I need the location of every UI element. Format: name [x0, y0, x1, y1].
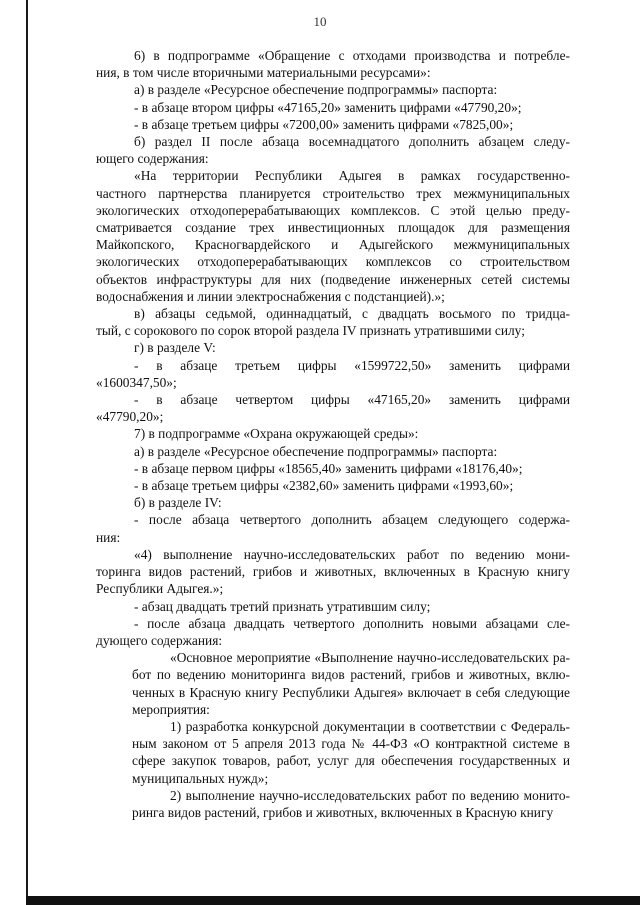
text-line: «На территории Республики Адыгея в рамках государственно- [134, 168, 570, 184]
text-line: ринга видов растений, грибов и животных, включенных в Красную книгу [132, 804, 554, 820]
text-line: б) в разделе IV: [134, 495, 222, 511]
paragraph-p3 [96, 99, 570, 116]
text-line: «4) выполнение научно-исследовательских работ по ведению мони- [134, 546, 570, 562]
paragraph-p6 [96, 167, 570, 305]
paragraph-p12 [96, 443, 570, 460]
paragraph-p4 [96, 116, 570, 133]
paragraph-p19 [96, 615, 570, 649]
text-line: торинга видов растений, грибов и животных, включенных в Красную книгу [96, 564, 570, 580]
paragraph-p11 [96, 425, 570, 442]
text-line: ченных в Красную книгу Республики Адыгея» включает в себя следующие [132, 684, 570, 700]
paragraph-p14 [96, 477, 570, 494]
text-line: бот по ведению мониторинга видов растений, грибов и животных, вклю- [132, 667, 570, 683]
text-line: «Основное мероприятие «Выполнение научно-исследовательских ра- [170, 650, 570, 666]
text-line: а) в разделе «Ресурсное обеспечение подпрограммы» паспорта: [134, 82, 498, 98]
text-line: - в абзаце третьем цифры «1599722,50» заменить цифрами [134, 357, 570, 373]
paragraph-p20 [96, 649, 570, 718]
text-line: - после абзаца четвертого дополнить абзацем следующего содержа- [134, 512, 570, 528]
paragraph-p21 [96, 718, 570, 787]
text-line: частного партнерства планируется строительство трех межмуниципальных [96, 185, 570, 201]
text-line: экологических отходоперерабатывающих комплексов. С этой целью преду- [96, 202, 570, 218]
text-line: - в абзаце первом цифры «18565,40» заменить цифрами «18176,40»; [134, 460, 523, 476]
scan-border-bottom [26, 896, 640, 905]
paragraph-p16 [96, 511, 570, 545]
text-line: дующего содержания: [96, 632, 223, 648]
text-line: - после абзаца двадцать четвертого дополнить новыми абзацами сле- [134, 615, 570, 631]
text-line: а) в разделе «Ресурсное обеспечение подпрограммы» паспорта: [134, 443, 498, 459]
page-number: 10 [313, 14, 327, 29]
text-line: 1) разработка конкурсной документации в соответствии с Федераль- [170, 718, 570, 734]
text-line: сфере закупок товаров, работ, услуг для обеспечения государственных и [132, 753, 570, 769]
paragraph-p5 [96, 133, 570, 167]
text-line: мероприятия: [132, 701, 210, 717]
text-line: б) раздел II после абзаца восемнадцатого дополнить абзацем следу- [134, 134, 570, 150]
text-line: муниципальных нужд»; [132, 770, 269, 786]
text-line: г) в разделе V: [134, 340, 216, 356]
paragraph-p1 [96, 47, 570, 81]
text-line: в) абзацы седьмой, одиннадцатый, с двадцать восьмого по тридца- [134, 306, 570, 322]
paragraph-p10 [96, 391, 570, 425]
document-body [96, 47, 570, 821]
text-line: водоснабжения и линии электроснабжения с подстанцией).»; [96, 288, 445, 304]
text-line: ющего содержания: [96, 151, 209, 167]
text-line: Майкопского, Красногвардейского и Адыгейского межмуниципальных [96, 237, 570, 253]
text-line: ния: [96, 529, 121, 545]
paragraph-p9 [96, 357, 570, 391]
text-line: 6) в подпрограмме «Обращение с отходами производства и потребле- [134, 48, 570, 63]
paragraph-p22 [96, 787, 570, 821]
paragraph-p15 [96, 494, 570, 511]
text-line: - в абзаце втором цифры «47165,20» заменить цифрами «47790,20»; [134, 99, 522, 115]
paragraph-p8 [96, 339, 570, 356]
text-line: «47790,20»; [96, 409, 164, 425]
paragraph-p2 [96, 81, 570, 98]
text-line: - в абзаце третьем цифры «7200,00» заменить цифрами «7825,00»; [134, 116, 514, 132]
text-line: - абзац двадцать третий признать утратившим силу; [134, 598, 431, 614]
text-line: «1600347,50»; [96, 374, 177, 390]
paragraph-p13 [96, 460, 570, 477]
text-line: Республики Адыгея.»; [96, 581, 224, 597]
paragraph-p18 [96, 598, 570, 615]
text-line: объектов инфраструктуры для них (подведение инженерных сетей системы [96, 271, 570, 287]
paragraph-p17 [96, 546, 570, 598]
scan-border-left [26, 0, 28, 896]
text-line: ным законом от 5 апреля 2013 года № 44-ФЗ «О контрактной системе в [132, 736, 570, 752]
text-line: тый, с сорокового по сорок второй раздела IV признать утратившими силу; [96, 323, 525, 339]
text-line: - в абзаце третьем цифры «2382,60» заменить цифрами «1993,60»; [134, 478, 514, 494]
text-line: 2) выполнение научно-исследовательских работ по ведению монито- [170, 787, 570, 803]
text-line: экологических отходоперерабатывающих комплексов со строительством [96, 254, 570, 270]
paragraph-p7 [96, 305, 570, 339]
text-line: - в абзаце четвертом цифры «47165,20» заменить цифрами [134, 392, 570, 408]
text-line: сматривается создание трех инвестиционных площадок для размещения [96, 220, 570, 236]
text-line: ния, в том числе вторичными материальными ресурсами»: [96, 65, 431, 81]
text-line: 7) в подпрограмме «Охрана окружающей среды»: [134, 426, 419, 442]
